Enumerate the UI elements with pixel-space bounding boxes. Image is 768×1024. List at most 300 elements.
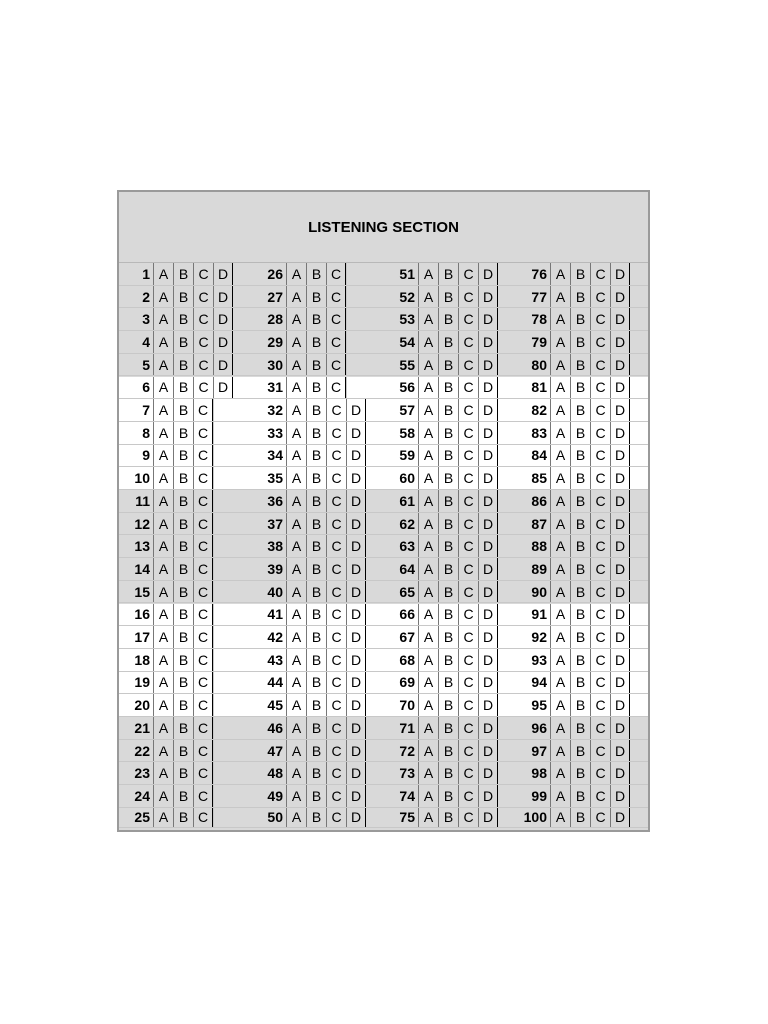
answer-bubble-a[interactable]: A (153, 331, 173, 353)
answer-bubble-b[interactable]: B (438, 377, 458, 399)
answer-bubble-c[interactable]: C (458, 672, 478, 694)
answer-bubble-b[interactable]: B (173, 331, 193, 353)
answer-bubble-b[interactable]: B (173, 626, 193, 648)
answer-bubble-c[interactable]: C (458, 399, 478, 421)
answer-bubble-d[interactable]: D (478, 694, 498, 716)
answer-bubble-a[interactable]: A (153, 467, 173, 489)
answer-bubble-b[interactable]: B (570, 263, 590, 285)
answer-bubble-b[interactable]: B (570, 490, 590, 512)
answer-bubble-c[interactable]: C (193, 717, 213, 739)
answer-bubble-b[interactable]: B (438, 762, 458, 784)
answer-bubble-d[interactable]: D (346, 422, 366, 444)
answer-bubble-b[interactable]: B (173, 399, 193, 421)
answer-bubble-d[interactable]: D (346, 649, 366, 671)
answer-bubble-b[interactable]: B (570, 785, 590, 807)
answer-bubble-c[interactable]: C (590, 740, 610, 762)
answer-bubble-d[interactable]: D (346, 581, 366, 603)
answer-bubble-d[interactable]: D (610, 490, 630, 512)
answer-bubble-b[interactable]: B (570, 399, 590, 421)
answer-bubble-c[interactable]: C (326, 331, 346, 353)
answer-bubble-a[interactable]: A (418, 445, 438, 467)
answer-bubble-b[interactable]: B (438, 740, 458, 762)
answer-bubble-d[interactable]: D (478, 513, 498, 535)
answer-bubble-d[interactable]: D (346, 740, 366, 762)
answer-bubble-c[interactable]: C (193, 808, 213, 827)
answer-bubble-a[interactable]: A (153, 581, 173, 603)
answer-bubble-c[interactable]: C (193, 490, 213, 512)
answer-bubble-a[interactable]: A (286, 331, 306, 353)
answer-bubble-c[interactable]: C (193, 740, 213, 762)
answer-bubble-c[interactable]: C (458, 581, 478, 603)
answer-bubble-a[interactable]: A (418, 467, 438, 489)
answer-bubble-a[interactable]: A (550, 331, 570, 353)
answer-bubble-a[interactable]: A (153, 535, 173, 557)
answer-bubble-a[interactable]: A (418, 649, 438, 671)
answer-bubble-b[interactable]: B (306, 467, 326, 489)
answer-bubble-b[interactable]: B (570, 717, 590, 739)
answer-bubble-a[interactable]: A (153, 808, 173, 827)
answer-bubble-a[interactable]: A (153, 399, 173, 421)
answer-bubble-c[interactable]: C (590, 558, 610, 580)
answer-bubble-c[interactable]: C (590, 399, 610, 421)
answer-bubble-a[interactable]: A (286, 672, 306, 694)
answer-bubble-b[interactable]: B (570, 649, 590, 671)
answer-bubble-d[interactable]: D (478, 354, 498, 376)
answer-bubble-c[interactable]: C (590, 467, 610, 489)
answer-bubble-a[interactable]: A (418, 308, 438, 330)
answer-bubble-a[interactable]: A (286, 263, 306, 285)
answer-bubble-c[interactable]: C (590, 694, 610, 716)
answer-bubble-b[interactable]: B (570, 604, 590, 626)
answer-bubble-c[interactable]: C (326, 672, 346, 694)
answer-bubble-b[interactable]: B (438, 535, 458, 557)
answer-bubble-d[interactable]: D (346, 558, 366, 580)
answer-bubble-a[interactable]: A (153, 308, 173, 330)
answer-bubble-d[interactable]: D (346, 535, 366, 557)
answer-bubble-d[interactable]: D (478, 377, 498, 399)
answer-bubble-b[interactable]: B (173, 263, 193, 285)
answer-bubble-a[interactable]: A (153, 422, 173, 444)
answer-bubble-c[interactable]: C (326, 399, 346, 421)
answer-bubble-c[interactable]: C (193, 558, 213, 580)
answer-bubble-c[interactable]: C (326, 604, 346, 626)
answer-bubble-b[interactable]: B (173, 694, 193, 716)
answer-bubble-b[interactable]: B (173, 581, 193, 603)
answer-bubble-c[interactable]: C (458, 604, 478, 626)
answer-bubble-a[interactable]: A (153, 354, 173, 376)
answer-bubble-a[interactable]: A (286, 694, 306, 716)
answer-bubble-d[interactable]: D (610, 808, 630, 827)
answer-bubble-a[interactable]: A (550, 581, 570, 603)
answer-bubble-d[interactable]: D (478, 331, 498, 353)
answer-bubble-c[interactable]: C (326, 717, 346, 739)
answer-bubble-b[interactable]: B (570, 535, 590, 557)
answer-bubble-a[interactable]: A (550, 286, 570, 308)
answer-bubble-a[interactable]: A (550, 377, 570, 399)
answer-bubble-a[interactable]: A (418, 626, 438, 648)
answer-bubble-d[interactable]: D (346, 604, 366, 626)
answer-bubble-c[interactable]: C (193, 694, 213, 716)
answer-bubble-b[interactable]: B (306, 626, 326, 648)
answer-bubble-a[interactable]: A (286, 558, 306, 580)
answer-bubble-a[interactable]: A (418, 286, 438, 308)
answer-bubble-c[interactable]: C (590, 785, 610, 807)
answer-bubble-b[interactable]: B (438, 672, 458, 694)
answer-bubble-d[interactable]: D (610, 672, 630, 694)
answer-bubble-a[interactable]: A (418, 672, 438, 694)
answer-bubble-a[interactable]: A (550, 717, 570, 739)
answer-bubble-c[interactable]: C (590, 308, 610, 330)
answer-bubble-d[interactable]: D (478, 445, 498, 467)
answer-bubble-a[interactable]: A (153, 286, 173, 308)
answer-bubble-a[interactable]: A (418, 581, 438, 603)
answer-bubble-c[interactable]: C (326, 490, 346, 512)
answer-bubble-b[interactable]: B (306, 762, 326, 784)
answer-bubble-b[interactable]: B (306, 308, 326, 330)
answer-bubble-c[interactable]: C (326, 422, 346, 444)
answer-bubble-a[interactable]: A (153, 694, 173, 716)
answer-bubble-d[interactable]: D (346, 445, 366, 467)
answer-bubble-b[interactable]: B (570, 331, 590, 353)
answer-bubble-d[interactable]: D (610, 626, 630, 648)
answer-bubble-b[interactable]: B (173, 785, 193, 807)
answer-bubble-a[interactable]: A (153, 717, 173, 739)
answer-bubble-b[interactable]: B (173, 354, 193, 376)
answer-bubble-c[interactable]: C (590, 649, 610, 671)
answer-bubble-a[interactable]: A (550, 762, 570, 784)
answer-bubble-b[interactable]: B (173, 740, 193, 762)
answer-bubble-b[interactable]: B (438, 785, 458, 807)
answer-bubble-d[interactable]: D (213, 263, 233, 285)
answer-bubble-d[interactable]: D (478, 740, 498, 762)
answer-bubble-d[interactable]: D (610, 762, 630, 784)
answer-bubble-c[interactable]: C (326, 740, 346, 762)
answer-bubble-c[interactable]: C (590, 490, 610, 512)
answer-bubble-a[interactable]: A (153, 558, 173, 580)
answer-bubble-d[interactable]: D (346, 694, 366, 716)
answer-bubble-d[interactable]: D (478, 399, 498, 421)
answer-bubble-b[interactable]: B (306, 785, 326, 807)
answer-bubble-b[interactable]: B (306, 490, 326, 512)
answer-bubble-b[interactable]: B (438, 286, 458, 308)
answer-bubble-a[interactable]: A (418, 694, 438, 716)
answer-bubble-a[interactable]: A (418, 490, 438, 512)
answer-bubble-c[interactable]: C (326, 694, 346, 716)
answer-bubble-c[interactable]: C (326, 558, 346, 580)
answer-bubble-a[interactable]: A (550, 694, 570, 716)
answer-bubble-d[interactable]: D (610, 694, 630, 716)
answer-bubble-a[interactable]: A (286, 308, 306, 330)
answer-bubble-c[interactable]: C (458, 422, 478, 444)
answer-bubble-d[interactable]: D (346, 762, 366, 784)
answer-bubble-d[interactable]: D (213, 308, 233, 330)
answer-bubble-d[interactable]: D (213, 331, 233, 353)
answer-bubble-a[interactable]: A (286, 399, 306, 421)
answer-bubble-c[interactable]: C (590, 808, 610, 827)
answer-bubble-b[interactable]: B (570, 377, 590, 399)
answer-bubble-a[interactable]: A (286, 604, 306, 626)
answer-bubble-b[interactable]: B (173, 445, 193, 467)
answer-bubble-b[interactable]: B (438, 399, 458, 421)
answer-bubble-b[interactable]: B (570, 558, 590, 580)
answer-bubble-b[interactable]: B (306, 286, 326, 308)
answer-bubble-b[interactable]: B (438, 331, 458, 353)
answer-bubble-c[interactable]: C (458, 377, 478, 399)
answer-bubble-d[interactable]: D (213, 377, 233, 399)
answer-bubble-c[interactable]: C (590, 513, 610, 535)
answer-bubble-a[interactable]: A (418, 422, 438, 444)
answer-bubble-a[interactable]: A (153, 445, 173, 467)
answer-bubble-d[interactable]: D (610, 445, 630, 467)
answer-bubble-a[interactable]: A (418, 740, 438, 762)
answer-bubble-b[interactable]: B (570, 808, 590, 827)
answer-bubble-d[interactable]: D (478, 717, 498, 739)
answer-bubble-b[interactable]: B (438, 308, 458, 330)
answer-bubble-c[interactable]: C (193, 626, 213, 648)
answer-bubble-a[interactable]: A (418, 717, 438, 739)
answer-bubble-b[interactable]: B (438, 445, 458, 467)
answer-bubble-c[interactable]: C (326, 445, 346, 467)
answer-bubble-a[interactable]: A (286, 422, 306, 444)
answer-bubble-c[interactable]: C (590, 717, 610, 739)
answer-bubble-c[interactable]: C (458, 467, 478, 489)
answer-bubble-a[interactable]: A (286, 535, 306, 557)
answer-bubble-b[interactable]: B (173, 422, 193, 444)
answer-bubble-a[interactable]: A (153, 762, 173, 784)
answer-bubble-a[interactable]: A (153, 377, 173, 399)
answer-bubble-c[interactable]: C (458, 354, 478, 376)
answer-bubble-b[interactable]: B (438, 490, 458, 512)
answer-bubble-c[interactable]: C (590, 286, 610, 308)
answer-bubble-a[interactable]: A (153, 513, 173, 535)
answer-bubble-d[interactable]: D (610, 331, 630, 353)
answer-bubble-a[interactable]: A (286, 377, 306, 399)
answer-bubble-d[interactable]: D (346, 785, 366, 807)
answer-bubble-a[interactable]: A (286, 513, 306, 535)
answer-bubble-a[interactable]: A (550, 672, 570, 694)
answer-bubble-a[interactable]: A (550, 513, 570, 535)
answer-bubble-c[interactable]: C (590, 445, 610, 467)
answer-bubble-b[interactable]: B (306, 808, 326, 827)
answer-bubble-b[interactable]: B (173, 649, 193, 671)
answer-bubble-c[interactable]: C (458, 286, 478, 308)
answer-bubble-a[interactable]: A (418, 808, 438, 827)
answer-bubble-b[interactable]: B (438, 581, 458, 603)
answer-bubble-a[interactable]: A (550, 490, 570, 512)
answer-bubble-b[interactable]: B (438, 422, 458, 444)
answer-bubble-d[interactable]: D (478, 785, 498, 807)
answer-bubble-a[interactable]: A (418, 354, 438, 376)
answer-bubble-b[interactable]: B (173, 467, 193, 489)
answer-bubble-b[interactable]: B (173, 604, 193, 626)
answer-bubble-b[interactable]: B (438, 354, 458, 376)
answer-bubble-a[interactable]: A (286, 467, 306, 489)
answer-bubble-d[interactable]: D (213, 286, 233, 308)
answer-bubble-a[interactable]: A (418, 785, 438, 807)
answer-bubble-b[interactable]: B (173, 286, 193, 308)
answer-bubble-a[interactable]: A (550, 422, 570, 444)
answer-bubble-c[interactable]: C (590, 762, 610, 784)
answer-bubble-a[interactable]: A (550, 740, 570, 762)
answer-bubble-b[interactable]: B (570, 286, 590, 308)
answer-bubble-b[interactable]: B (173, 808, 193, 827)
answer-bubble-b[interactable]: B (306, 717, 326, 739)
answer-bubble-c[interactable]: C (458, 263, 478, 285)
answer-bubble-c[interactable]: C (326, 354, 346, 376)
answer-bubble-d[interactable]: D (478, 672, 498, 694)
answer-bubble-d[interactable]: D (346, 399, 366, 421)
answer-bubble-a[interactable]: A (550, 785, 570, 807)
answer-bubble-b[interactable]: B (173, 762, 193, 784)
answer-bubble-d[interactable]: D (478, 558, 498, 580)
answer-bubble-d[interactable]: D (478, 762, 498, 784)
answer-bubble-d[interactable]: D (478, 308, 498, 330)
answer-bubble-d[interactable]: D (478, 467, 498, 489)
answer-bubble-c[interactable]: C (590, 581, 610, 603)
answer-bubble-b[interactable]: B (438, 558, 458, 580)
answer-bubble-d[interactable]: D (346, 490, 366, 512)
answer-bubble-d[interactable]: D (610, 604, 630, 626)
answer-bubble-c[interactable]: C (193, 467, 213, 489)
answer-bubble-c[interactable]: C (458, 762, 478, 784)
answer-bubble-c[interactable]: C (458, 445, 478, 467)
answer-bubble-c[interactable]: C (458, 558, 478, 580)
answer-bubble-a[interactable]: A (286, 445, 306, 467)
answer-bubble-d[interactable]: D (610, 422, 630, 444)
answer-bubble-b[interactable]: B (570, 762, 590, 784)
answer-bubble-c[interactable]: C (326, 785, 346, 807)
answer-bubble-d[interactable]: D (610, 513, 630, 535)
answer-bubble-c[interactable]: C (590, 535, 610, 557)
answer-bubble-a[interactable]: A (286, 740, 306, 762)
answer-bubble-b[interactable]: B (570, 626, 590, 648)
answer-bubble-b[interactable]: B (438, 649, 458, 671)
answer-bubble-b[interactable]: B (306, 263, 326, 285)
answer-bubble-b[interactable]: B (173, 308, 193, 330)
answer-bubble-c[interactable]: C (193, 513, 213, 535)
answer-bubble-b[interactable]: B (306, 649, 326, 671)
answer-bubble-b[interactable]: B (306, 604, 326, 626)
answer-bubble-a[interactable]: A (153, 490, 173, 512)
answer-bubble-d[interactable]: D (478, 286, 498, 308)
answer-bubble-d[interactable]: D (478, 604, 498, 626)
answer-bubble-b[interactable]: B (306, 445, 326, 467)
answer-bubble-c[interactable]: C (193, 331, 213, 353)
answer-bubble-d[interactable]: D (610, 558, 630, 580)
answer-bubble-a[interactable]: A (286, 785, 306, 807)
answer-bubble-c[interactable]: C (458, 513, 478, 535)
answer-bubble-c[interactable]: C (590, 422, 610, 444)
answer-bubble-b[interactable]: B (570, 740, 590, 762)
answer-bubble-a[interactable]: A (418, 263, 438, 285)
answer-bubble-b[interactable]: B (306, 558, 326, 580)
answer-bubble-b[interactable]: B (306, 354, 326, 376)
answer-bubble-c[interactable]: C (326, 649, 346, 671)
answer-bubble-c[interactable]: C (326, 626, 346, 648)
answer-bubble-d[interactable]: D (610, 263, 630, 285)
answer-bubble-b[interactable]: B (438, 717, 458, 739)
answer-bubble-c[interactable]: C (326, 581, 346, 603)
answer-bubble-b[interactable]: B (570, 672, 590, 694)
answer-bubble-b[interactable]: B (173, 377, 193, 399)
answer-bubble-b[interactable]: B (438, 263, 458, 285)
answer-bubble-d[interactable]: D (346, 467, 366, 489)
answer-bubble-a[interactable]: A (550, 649, 570, 671)
answer-bubble-b[interactable]: B (306, 672, 326, 694)
answer-bubble-b[interactable]: B (306, 331, 326, 353)
answer-bubble-d[interactable]: D (610, 286, 630, 308)
answer-bubble-c[interactable]: C (458, 331, 478, 353)
answer-bubble-c[interactable]: C (326, 467, 346, 489)
answer-bubble-a[interactable]: A (550, 467, 570, 489)
answer-bubble-d[interactable]: D (213, 354, 233, 376)
answer-bubble-a[interactable]: A (550, 263, 570, 285)
answer-bubble-a[interactable]: A (550, 558, 570, 580)
answer-bubble-a[interactable]: A (418, 399, 438, 421)
answer-bubble-c[interactable]: C (458, 626, 478, 648)
answer-bubble-c[interactable]: C (458, 490, 478, 512)
answer-bubble-c[interactable]: C (193, 354, 213, 376)
answer-bubble-a[interactable]: A (418, 377, 438, 399)
answer-bubble-a[interactable]: A (286, 762, 306, 784)
answer-bubble-a[interactable]: A (286, 717, 306, 739)
answer-bubble-c[interactable]: C (193, 399, 213, 421)
answer-bubble-c[interactable]: C (590, 354, 610, 376)
answer-bubble-b[interactable]: B (570, 581, 590, 603)
answer-bubble-a[interactable]: A (550, 604, 570, 626)
answer-bubble-b[interactable]: B (173, 490, 193, 512)
answer-bubble-d[interactable]: D (478, 490, 498, 512)
answer-bubble-c[interactable]: C (458, 717, 478, 739)
answer-bubble-d[interactable]: D (346, 626, 366, 648)
answer-bubble-a[interactable]: A (418, 604, 438, 626)
answer-bubble-b[interactable]: B (306, 694, 326, 716)
answer-bubble-a[interactable]: A (286, 354, 306, 376)
answer-bubble-c[interactable]: C (590, 263, 610, 285)
answer-bubble-d[interactable]: D (610, 717, 630, 739)
answer-bubble-c[interactable]: C (590, 672, 610, 694)
answer-bubble-a[interactable]: A (153, 649, 173, 671)
answer-bubble-d[interactable]: D (346, 513, 366, 535)
answer-bubble-d[interactable]: D (610, 581, 630, 603)
answer-bubble-c[interactable]: C (458, 808, 478, 827)
answer-bubble-b[interactable]: B (438, 467, 458, 489)
answer-bubble-c[interactable]: C (458, 785, 478, 807)
answer-bubble-b[interactable]: B (306, 740, 326, 762)
answer-bubble-d[interactable]: D (478, 263, 498, 285)
answer-bubble-c[interactable]: C (193, 377, 213, 399)
answer-bubble-a[interactable]: A (153, 626, 173, 648)
answer-bubble-b[interactable]: B (570, 694, 590, 716)
answer-bubble-a[interactable]: A (550, 399, 570, 421)
answer-bubble-c[interactable]: C (458, 535, 478, 557)
answer-bubble-a[interactable]: A (550, 535, 570, 557)
answer-bubble-d[interactable]: D (478, 626, 498, 648)
answer-bubble-b[interactable]: B (173, 535, 193, 557)
answer-bubble-d[interactable]: D (610, 354, 630, 376)
answer-bubble-c[interactable]: C (193, 422, 213, 444)
answer-bubble-a[interactable]: A (550, 308, 570, 330)
answer-bubble-d[interactable]: D (610, 377, 630, 399)
answer-bubble-c[interactable]: C (590, 604, 610, 626)
answer-bubble-c[interactable]: C (193, 308, 213, 330)
answer-bubble-c[interactable]: C (458, 694, 478, 716)
answer-bubble-d[interactable]: D (478, 535, 498, 557)
answer-bubble-b[interactable]: B (438, 626, 458, 648)
answer-bubble-c[interactable]: C (326, 513, 346, 535)
answer-bubble-b[interactable]: B (306, 535, 326, 557)
answer-bubble-a[interactable]: A (153, 740, 173, 762)
